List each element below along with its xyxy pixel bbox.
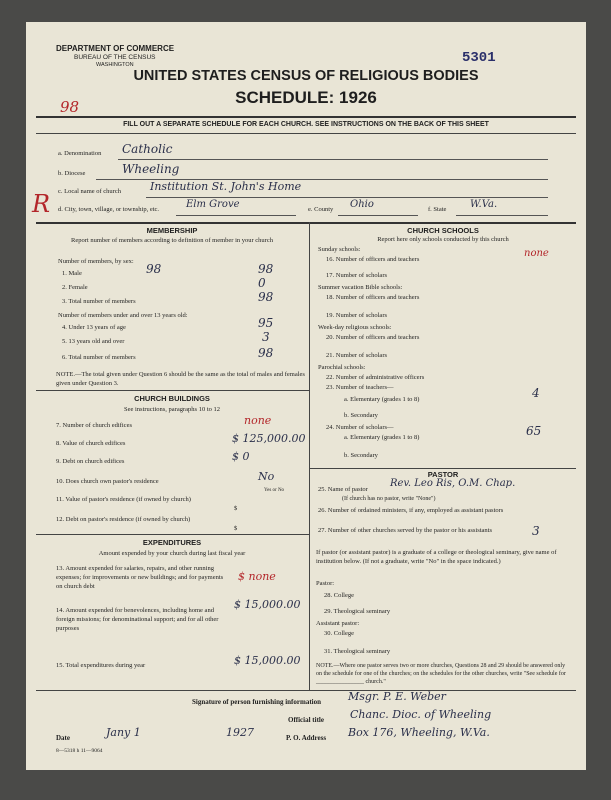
bureau-label: BUREAU OF THE CENSUS [74, 54, 156, 61]
membership-row: Number of members, by sex: [58, 258, 134, 265]
official-title-value: Chanc. Dioc. of Wheeling [350, 708, 492, 721]
other-churches-label: 27. Number of other churches served by the pastor or his assistants [318, 527, 493, 534]
buildings-title: CHURCH BUILDINGS [134, 394, 210, 403]
elem-scholars-value: 65 [526, 424, 542, 438]
school-row: a. Elementary (grades 1 to 8) [344, 434, 420, 441]
schools-title: CHURCH SCHOOLS [407, 226, 479, 235]
signature-label: Signature of person furnishing information [192, 698, 321, 706]
census-schedule [26, 22, 586, 770]
sunday-teachers-value: none [524, 248, 549, 259]
school-row: Summer vacation Bible schools: [318, 284, 403, 291]
owns-residence-value: No [258, 470, 275, 483]
building-row: 8. Value of church edifices [56, 440, 126, 447]
year-value: 1927 [226, 726, 254, 739]
church-name-value: Institution St. John's Home [150, 180, 302, 193]
edifice-debt-value: $ 0 [232, 450, 250, 463]
school-row: 19. Number of scholars [326, 312, 388, 319]
state-value: W.Va. [470, 199, 498, 210]
assistant-college-label: 30. College [324, 630, 354, 637]
membership-row: 5. 13 years old and over [62, 338, 125, 345]
building-row: 9. Debt on church edifices [56, 458, 125, 465]
membership-row: Number of members under and over 13 years old: [58, 312, 188, 319]
building-row: 11. Value of pastor's residence (if owned by church) [56, 496, 191, 503]
r-mark: R [32, 190, 51, 218]
dept-label: DEPARTMENT OF COMMERCE [56, 44, 175, 53]
membership-intro: Report number of members according to definition of member in your church [71, 237, 273, 244]
pastor-note: NOTE.—Where one pastor serves two or more churches, Questions 28 and 29 should be answered only on the schedule for one of the churches; on the schedules for the other churches, write "See schedule for ________________ church." [316, 663, 566, 685]
state-label: f. State [428, 206, 447, 213]
diocese-label: b. Diocese [58, 170, 86, 177]
graduate-instruction: If pastor (or assistant pastor) is a graduate of a college or theological seminary, give name of institution below. (If not a graduate, write "No" in the space indicated.) [316, 549, 557, 565]
over13-value: 3 [262, 330, 270, 344]
expense-q15-value: $ 15,000.00 [234, 654, 301, 667]
form-code: 8—5318 h 11—9064 [56, 748, 103, 754]
instruction-rule [36, 133, 576, 134]
school-row: b. Secondary [344, 452, 378, 459]
church-name-line [146, 197, 548, 198]
school-row: Week-day religious schools: [318, 324, 392, 331]
denomination-line [118, 159, 548, 160]
male-value-total: 98 [258, 262, 274, 276]
assistant-pastors-label: 26. Number of ordained ministers, if any, employed as assistant pastors [318, 507, 504, 514]
school-row: 17. Number of scholars [326, 272, 388, 279]
total-members-2-value: 98 [258, 346, 274, 360]
building-row: 10. Does church own pastor's residence [56, 478, 159, 485]
expenditures-rule [36, 534, 309, 535]
school-row: 16. Number of officers and teachers [326, 256, 420, 263]
membership-row: 2. Female [62, 284, 88, 291]
form-title: UNITED STATES CENSUS OF RELIGIOUS BODIES [133, 68, 479, 84]
membership-row: 4. Under 13 years of age [62, 324, 126, 331]
membership-row: 1. Male [62, 270, 82, 277]
school-row: 23. Number of teachers— [326, 384, 394, 391]
pastor-seminary-label: 29. Theological seminary [324, 608, 391, 615]
assistant-sub-label: Assistant pastor: [316, 620, 360, 627]
schedule-year: SCHEDULE: 1926 [235, 88, 377, 107]
school-row: b. Secondary [344, 412, 378, 419]
school-row: a. Elementary (grades 1 to 8) [344, 396, 420, 403]
date-value: Jany 1 [106, 726, 141, 739]
building-row: 12. Debt on pastor's residence (if owned by church) [56, 516, 191, 523]
pastor-title: PASTOR [427, 470, 459, 479]
expense-q13-value: $ none [238, 570, 276, 583]
expense-q14-value: $ 15,000.00 [234, 598, 301, 611]
date-label: Date [56, 734, 70, 742]
city-value: Elm Grove [186, 199, 240, 210]
female-value: 0 [258, 276, 266, 290]
schedule-number: 5301 [462, 50, 496, 66]
signature-value: Msgr. P. E. Weber [348, 690, 446, 703]
expense-q14: 14. Amount expended for benevolences, including home and foreign missions; for denominational support; and for all other purposes [56, 607, 219, 632]
pastor-name-value: Rev. Leo Ris, O.M. Chap. [390, 478, 516, 489]
address-value: Box 176, Wheeling, W.Va. [348, 726, 490, 739]
page-number-mark: 98 [60, 98, 80, 116]
male-value: 98 [146, 262, 162, 276]
pastor-rule [309, 468, 576, 469]
expenditures-intro: Amount expended by your church during last fiscal year [98, 550, 246, 557]
separate-schedule-instruction: FILL OUT A SEPARATE SCHEDULE FOR EACH CHURCH. SEE INSTRUCTIONS ON THE BACK OF THIS SHEET [123, 121, 489, 128]
membership-row: 6. Total number of members [62, 354, 136, 361]
footer-rule [36, 690, 576, 691]
school-row: 21. Number of scholars [326, 352, 388, 359]
church-name-label: c. Local name of church [58, 188, 121, 195]
school-row: 24. Number of scholars— [326, 424, 394, 431]
city-label: WASHINGTON [96, 62, 134, 68]
school-row: 22. Number of administrative officers [326, 374, 425, 381]
pastor-sub-label: Pastor: [316, 580, 335, 587]
section-rule [36, 222, 576, 224]
denomination-value: Catholic [122, 142, 173, 156]
expense-q13: 13. Amount expended for salaries, repairs, and other running expenses; for improvements or new buildings; and for payments on church debt [56, 565, 224, 590]
total-members-value: 98 [258, 290, 274, 304]
diocese-value: Wheeling [122, 162, 180, 176]
school-row: 20. Number of officers and teachers [326, 334, 420, 341]
city-field-label: d. City, town, village, or township, etc. [58, 206, 160, 213]
school-row: Parochial schools: [318, 364, 366, 371]
assistant-seminary-label: 31. Theological seminary [324, 648, 391, 655]
state-line [456, 215, 548, 216]
city-line [176, 215, 296, 216]
other-churches-value: 3 [532, 524, 540, 538]
residence-debt-amount: $ [234, 525, 238, 532]
buildings-intro: See instructions, paragraphs 10 to 12 [123, 406, 221, 413]
denomination-label: a. Denomination [58, 150, 102, 157]
address-label: P. O. Address [286, 734, 327, 742]
official-title-label: Official title [288, 716, 324, 724]
pastor-name-note: (If church has no pastor, write "None") [342, 496, 436, 502]
county-line [338, 215, 418, 216]
yes-no-hint: Yes or No [264, 488, 285, 493]
elem-teachers-value: 4 [532, 386, 540, 400]
expenditures-title: EXPENDITURES [142, 538, 202, 547]
buildings-rule [36, 390, 309, 391]
residence-value-amount: $ [234, 505, 238, 512]
pastor-college-label: 28. College [324, 592, 354, 599]
county-label: e. County [308, 206, 334, 213]
building-row: 7. Number of church edifices [56, 422, 132, 429]
expense-q15: 15. Total expenditures during year [56, 662, 146, 669]
column-divider [309, 222, 310, 690]
under13-value: 95 [258, 316, 274, 330]
school-row: 18. Number of officers and teachers [326, 294, 420, 301]
schools-intro: Report here only schools conducted by this church [377, 236, 509, 243]
membership-title: MEMBERSHIP [146, 226, 198, 235]
county-value: Ohio [350, 199, 374, 210]
membership-row: 3. Total number of members [62, 298, 136, 305]
membership-note: NOTE.—The total given under Question 6 should be the same as the total of males and females given under Question 3. [56, 371, 305, 387]
edifice-value-amount: $ 125,000.00 [232, 432, 306, 445]
school-row: Sunday schools: [318, 246, 361, 253]
pastor-name-label: 25. Name of pastor [318, 486, 368, 493]
edifices-value: none [244, 414, 272, 427]
header-rule [36, 116, 576, 118]
